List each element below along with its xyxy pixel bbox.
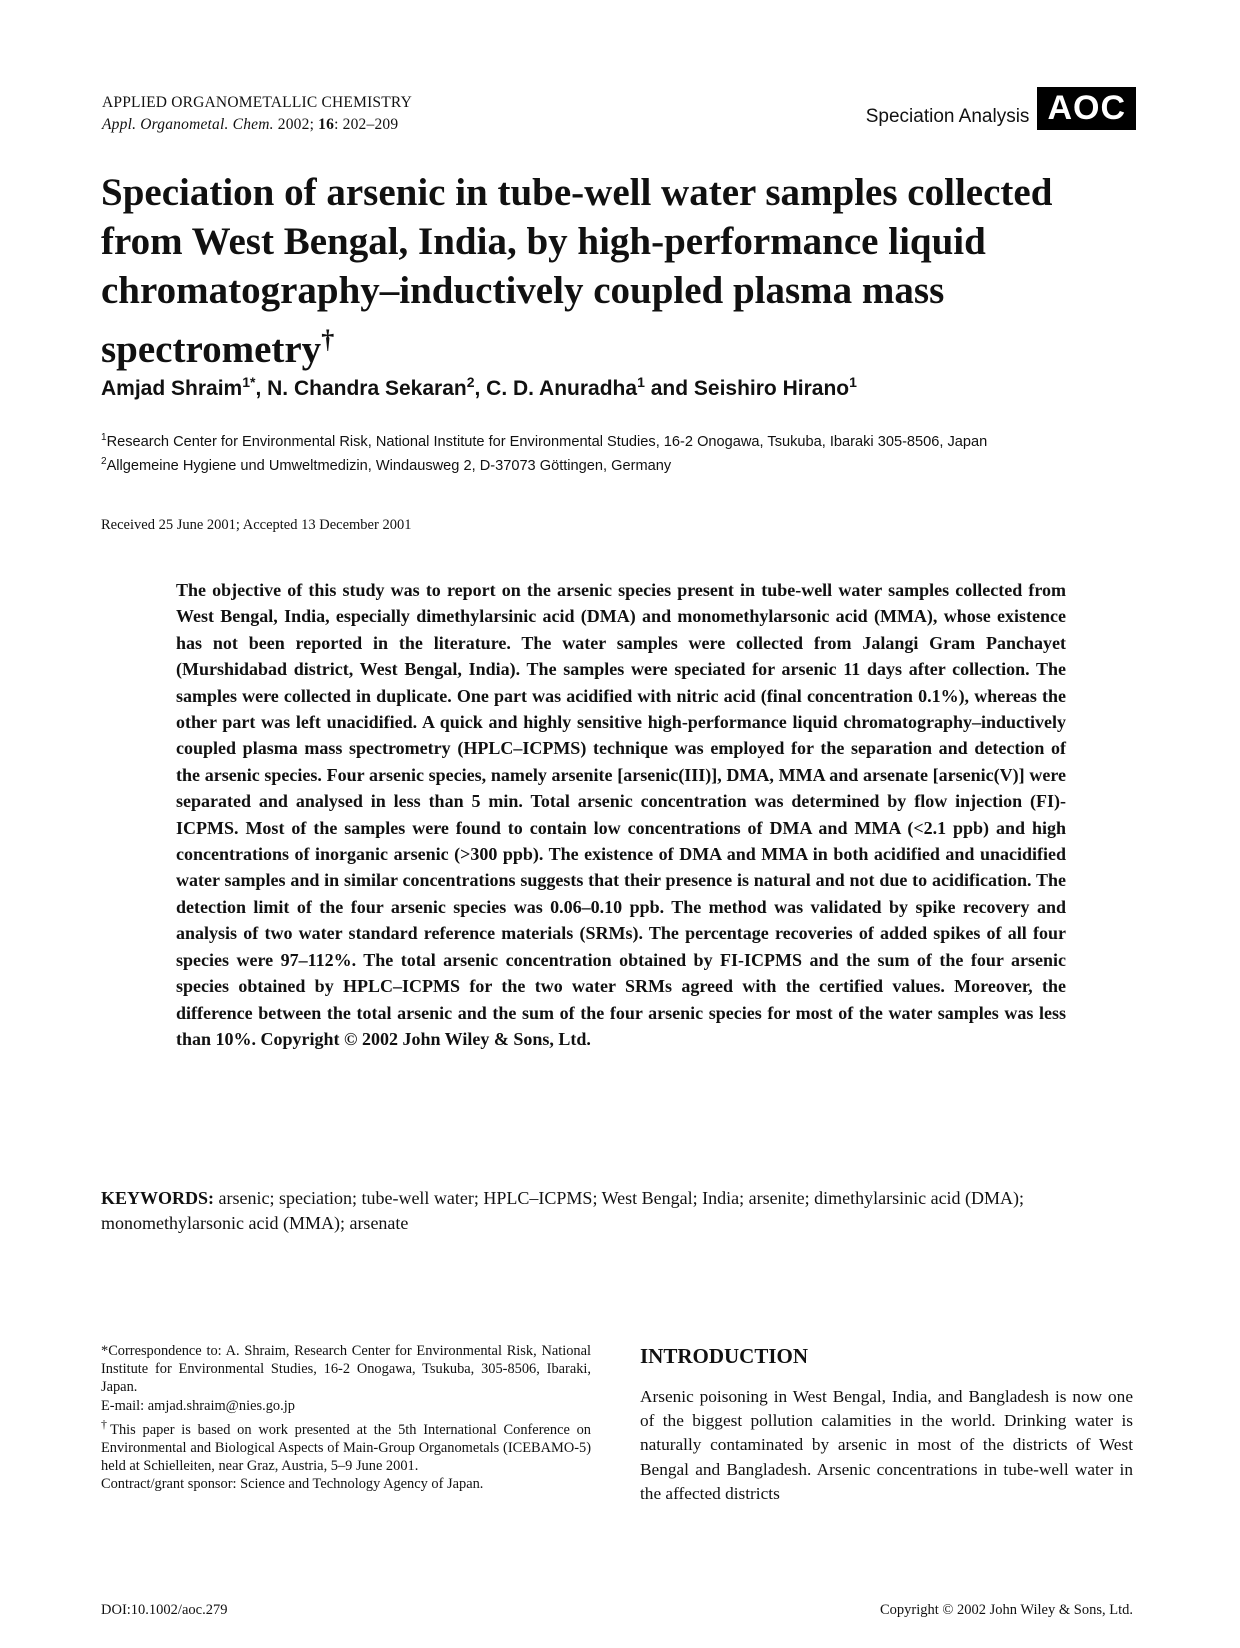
author-separator: , — [255, 377, 268, 400]
introduction-text: Arsenic poisoning in West Bengal, India, and Bangladesh is now one of the biggest pollution calamities in the world. Drinking water is naturally contaminated by arsenic in most of the districts of West Bengal and Bangladesh. Arsenic concentrations in tube-well water in the affected districts — [640, 1387, 1133, 1503]
citation-journal: Appl. Organometal. Chem. — [102, 116, 274, 133]
journal-citation — [102, 114, 412, 136]
introduction-heading: INTRODUCTION — [640, 1344, 809, 1368]
section-label: Speciation Analysis — [865, 106, 1030, 127]
journal-header — [102, 92, 412, 136]
title-text: Speciation of arsenic in tube-well water samples collected from West Bengal, India, by high-performance liquid chromatography–inductively coupled plasma mass spectrometry — [101, 171, 1053, 371]
author-name: C. D. Anuradha — [486, 377, 638, 400]
author-affiliation-mark: 1 — [637, 374, 645, 390]
correspondence-email: E-mail: amjad.shraim@nies.go.jp — [101, 1397, 295, 1414]
footer-copyright: Copyright © 2002 John Wiley & Sons, Ltd. — [879, 1602, 1133, 1618]
title-footnote-mark: † — [321, 325, 335, 354]
author-name: Amjad Shraim — [101, 377, 243, 400]
affiliation-text: Allgemeine Hygiene und Umweltmedizin, Windausweg 2, D-37073 Göttingen, Germany — [106, 457, 672, 474]
affiliation-mark: 2 — [101, 455, 107, 467]
keywords-list: arsenic; speciation; tube-well water; HPLC–ICPMS; West Bengal; India; arsenite; dimethylarsinic acid (DMA); monomethylarsonic acid (MMA); arsenate — [101, 1188, 1025, 1233]
author-name: N. Chandra Sekaran — [267, 377, 467, 400]
dagger-mark: † — [101, 1416, 111, 1431]
affiliations — [101, 428, 1061, 476]
received-dates: Received 25 June 2001; Accepted 13 December 2001 — [101, 517, 412, 533]
author-name: Seishiro Hirano — [693, 377, 850, 400]
article-title — [101, 168, 1141, 374]
section-tag — [866, 87, 1136, 130]
author-affiliation-mark: 1 — [849, 374, 857, 390]
affiliation-mark: 1 — [101, 432, 107, 443]
conference-note — [101, 1415, 591, 1475]
abstract: The objective of this study was to report on the arsenic species present in tube-well water samples collected from West Bengal, India, especially dimethylarsinic acid (DMA) and monomethylarsonic acid (MMA), whose existence has not been reported in the literature. The water samples were collected from Jalangi Gram Panchayet (Murshidabad district, West Bengal, India). The samples were speciated for arsenic 11 days after collection. The samples were collected in duplicate. One part was acidified with nitric acid (final concentration 0.1%), whereas the other part was left unacidified. A quick and highly sensitive high-performance liquid chromatography–inductively coupled plasma mass spectrometry (HPLC–ICPMS) technique was employed for the separation and detection of the arsenic species. Four arsenic species, namely arsenite [arsenic(III)], DMA, MMA and arsenate [arsenic(V)] were separated and analysed in less than 5 min. Total arsenic concentration was determined by flow injection (FI)-ICPMS. Most of the samples were found to contain low concentrations of DMA and MMA (<2.1 ppb) and high concentrations of inorganic arsenic (>300 ppb). The existence of DMA and MMA in both acidified and unacidified water samples and in similar concentrations suggests that their presence is natural and not due to acidification. The detection limit of the four arsenic species was 0.06–0.10 ppb. The method was validated by spike recovery and analysis of two water standard reference materials (SRMs). The percentage recoveries of added spikes of all four species were 97–112%. The total arsenic concentration obtained by FI-ICPMS and the sum of the four arsenic species obtained by HPLC–ICPMS for the two water SRMs agreed with the certified values. Moreover, the difference between the total arsenic and the sum of the four arsenic species for most of the water samples was less than 10%. Copyright © 2002 John Wiley & Sons, Ltd. — [176, 580, 1066, 1049]
keywords-label: KEYWORDS: — [101, 1188, 215, 1208]
affiliation — [101, 452, 1061, 476]
citation-volume: 16 — [318, 116, 335, 133]
author-separator: and — [644, 377, 694, 400]
citation-year: 2002; — [277, 116, 315, 133]
author-list — [101, 374, 857, 401]
author-affiliation-mark: 2 — [466, 374, 475, 390]
author-separator: , — [474, 377, 487, 400]
citation-pages: : 202–209 — [334, 116, 399, 133]
conference-note-text: This paper is based on work presented at the 5th International Conference on Environmental and Biological Aspects of Main-Group Organometals (ICEBAMO-5) held at Schielleiten, near Graz, Austria, 5–9 June 2001. — [101, 1421, 591, 1475]
affiliation-text: Research Center for Environmental Risk, National Institute for Environmental Studies, 16-2 Onogawa, Tsukuba, Ibaraki 305-8506, Japan — [106, 433, 988, 450]
footer-doi: DOI:10.1002/aoc.279 — [101, 1602, 228, 1618]
grant-note: Contract/grant sponsor: Science and Technology Agency of Japan. — [101, 1476, 484, 1493]
affiliation — [101, 428, 1061, 452]
footnotes — [101, 1342, 591, 1493]
journal-logo: AOC — [1037, 87, 1136, 130]
correspondence-note: *Correspondence to: A. Shraim, Research Center for Environmental Risk, National Institute for Environmental Studies, 16-2 Onogawa, Tsukuba, 305-8506, Ibaraki, Japan. — [101, 1343, 591, 1396]
journal-name: APPLIED ORGANOMETALLIC CHEMISTRY — [102, 94, 412, 111]
author-affiliation-mark: 1* — [242, 374, 256, 390]
keywords — [101, 1186, 1139, 1236]
